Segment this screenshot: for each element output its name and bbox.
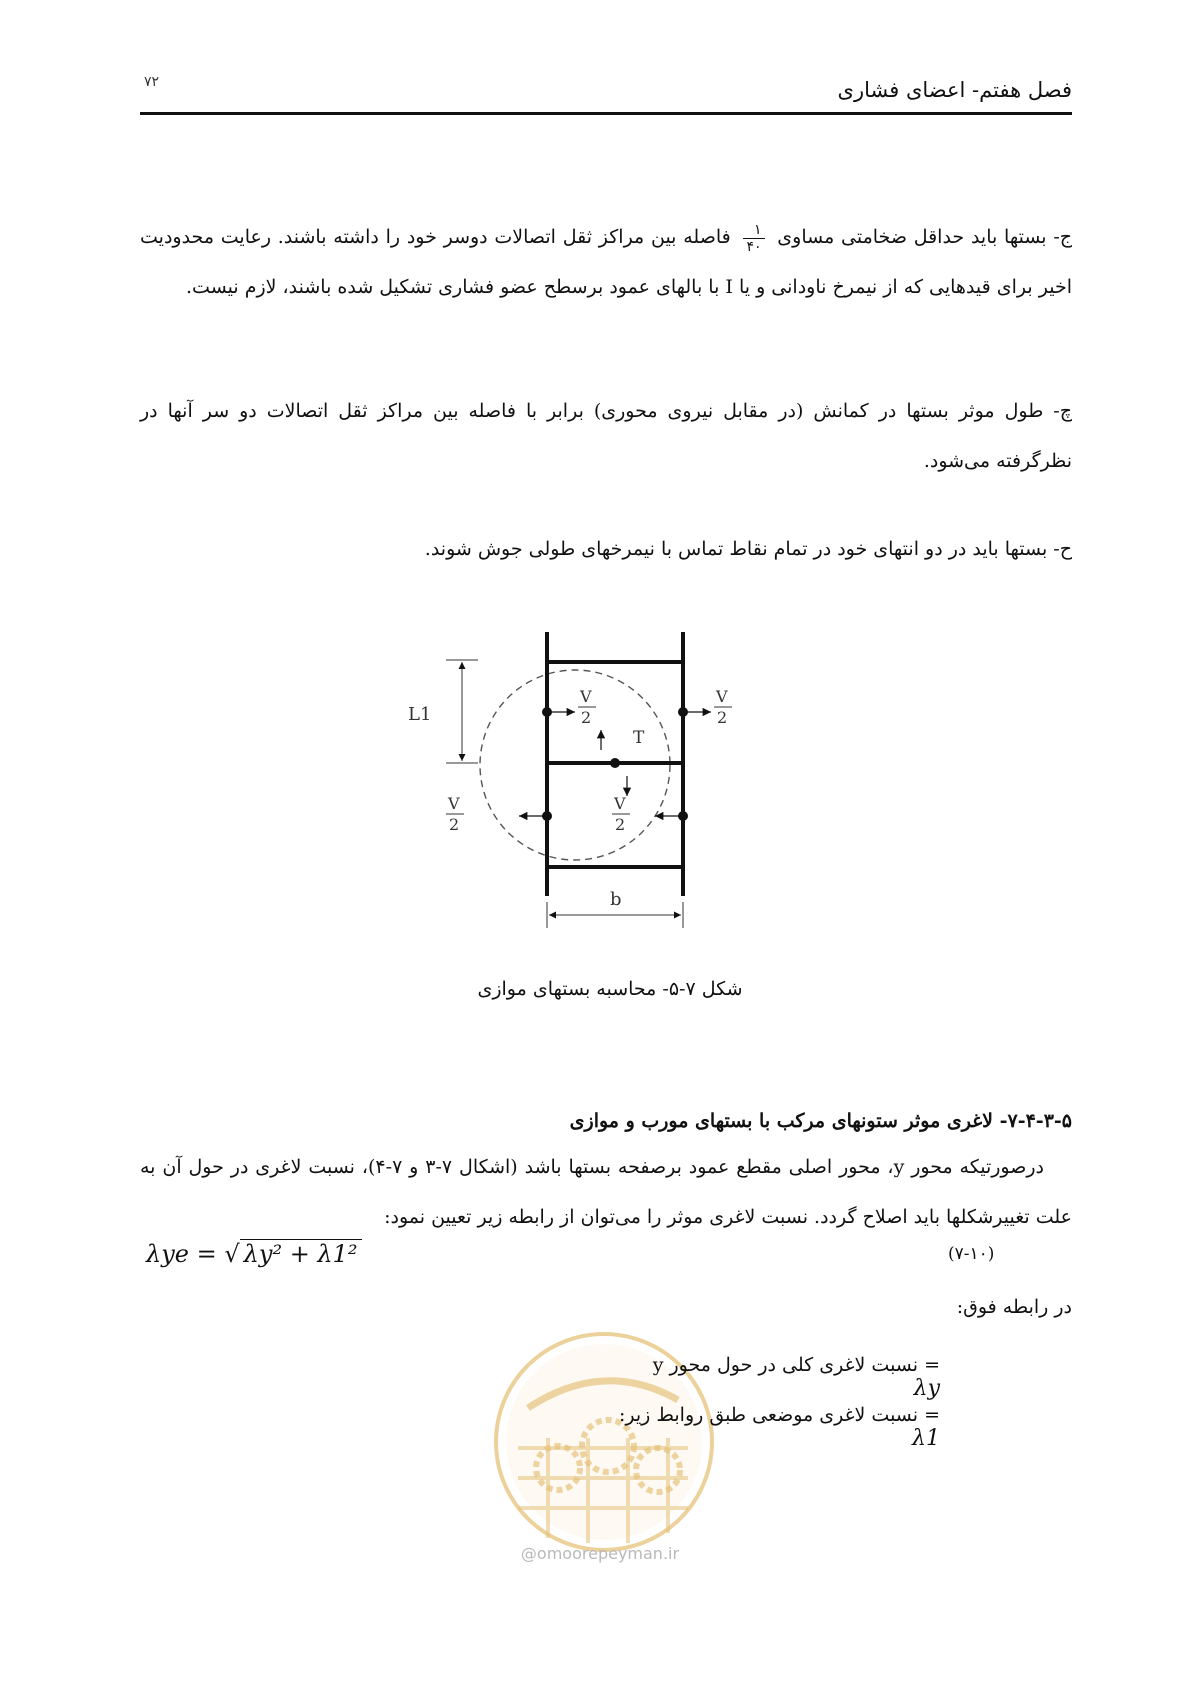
definition-lambda-y: [640, 1354, 940, 1401]
header-divider: [140, 112, 1072, 115]
label-v: V: [716, 687, 728, 706]
section-body: درصورتیکه محور y، محور اصلی مقطع عمود برصفحه بستها باشد (اشکال ۷-۳ و ۷-۴)، نسبت لاغری در حول آن به علت تغییرشکلها باید اصلاح گردد. نسبت لاغری موثر را می‌توان از رابطه زیر تعیین نمود:: [140, 1156, 1072, 1228]
paragraph-je: [140, 212, 1072, 312]
definition-symbol: λ1: [912, 1426, 940, 1451]
label-two: 2: [581, 708, 592, 727]
chapter-title: فصل هفتم- اعضای فشاری: [837, 78, 1072, 102]
paragraph-che: چ- طول موثر بستها در کمانش (در مقابل نیروی محوری) برابر با فاصله بین مراکز ثقل اتصالات دو سر آنها در نظرگرفته می‌شود.: [140, 400, 1072, 472]
sqrt-icon: √: [224, 1240, 240, 1268]
paragraph-je-start: ج- بستها باید حداقل ضخامتی مساوی: [777, 226, 1072, 248]
slenderness-formula: [146, 1240, 362, 1268]
label-v2-top-inner: [578, 687, 596, 727]
label-two: 2: [449, 815, 460, 834]
fraction-one-fortieth: [743, 222, 764, 255]
batten-plate-diagram: [408, 620, 760, 950]
formula-lhs: λye: [146, 1240, 189, 1268]
watermark-url: @omoorepeyman.ir: [520, 1544, 680, 1563]
label-v2-bottom-inner: [612, 794, 630, 834]
label-v: V: [448, 794, 460, 813]
paragraph-je-rest: فاصله بین مراکز ثقل اتصالات دوسر خود را داشته باشند. رعایت محدودیت اخیر برای قیدهایی که از نیمرخ ناودانی و یا I با بالهای عمود برسطح عضو فشاری تشکیل شده باشند، لازم نیست.: [140, 226, 1072, 298]
page-number: ۷۲: [144, 74, 160, 90]
equals-sign: =: [196, 1240, 225, 1268]
label-two: 2: [717, 708, 728, 727]
section-heading: ۷-۴-۳-۵- لاغری موثر ستونهای مرکب با بستهای مورب و موازی: [569, 1110, 1072, 1132]
l1-label: L1: [408, 704, 432, 725]
fraction-denominator: ۴۰: [746, 238, 762, 255]
label-v: V: [580, 687, 592, 706]
paragraph-he: ح- بستها باید در دو انتهای خود در تمام نقاط تماس با نیمرخهای طولی جوش شوند.: [424, 538, 1072, 560]
figure-caption: شکل ۷-۵- محاسبه بستهای موازی: [477, 978, 743, 1000]
definition-lambda-1: [600, 1404, 940, 1451]
where-label: در رابطه فوق:: [956, 1296, 1072, 1318]
definition-text: = نسبت لاغری موضعی طبق روابط زیر:: [618, 1404, 940, 1426]
label-two: 2: [615, 815, 626, 834]
label-v: V: [614, 794, 626, 813]
formula-number: (۷-۱۰): [948, 1244, 995, 1264]
definition-text: = نسبت لاغری کلی در حول محور y: [652, 1354, 940, 1376]
definition-symbol: λy: [913, 1376, 940, 1401]
b-label: b: [610, 889, 622, 910]
label-v2-top-outer: [714, 687, 732, 727]
t-label: T: [633, 728, 645, 748]
fraction-numerator: ۱: [743, 222, 764, 239]
hinge-center: [610, 758, 620, 768]
formula-rhs: λy² + λ1²: [240, 1239, 362, 1268]
label-v2-bottom-outer: [446, 794, 464, 834]
